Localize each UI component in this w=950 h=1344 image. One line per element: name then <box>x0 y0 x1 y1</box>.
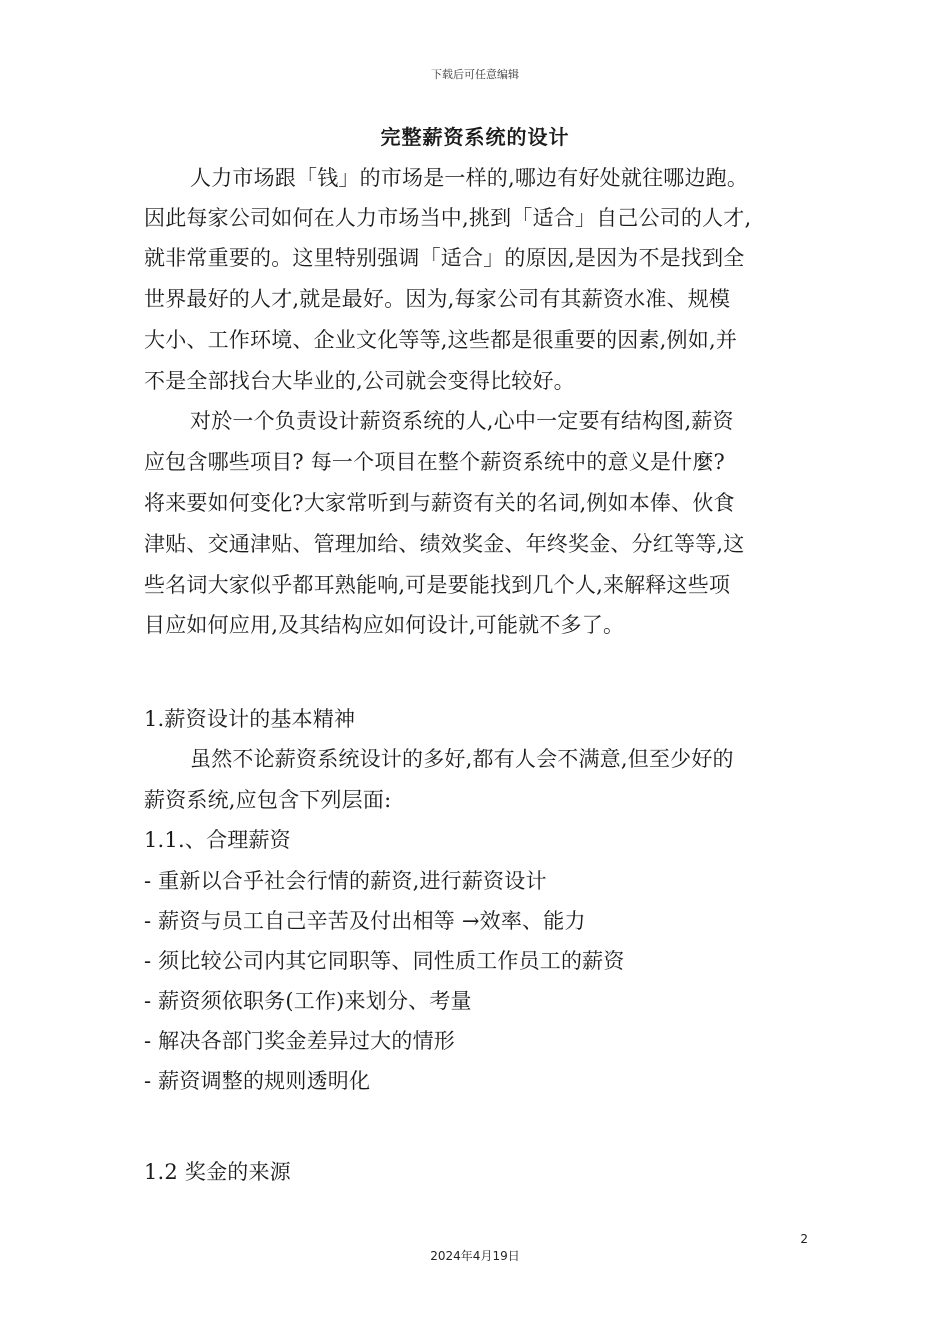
paragraph-line: 因此每家公司如何在人力市场当中,挑到「适合」自己公司的人才, <box>144 206 752 230</box>
section-heading: 1.薪资设计的基本精神 <box>144 707 356 731</box>
list-item: - 解决各部门奖金差异过大的情形 <box>144 1029 455 1053</box>
paragraph-line: 目应如何应用,及其结构应如何设计,可能就不多了。 <box>144 613 625 637</box>
paragraph-line: 些名词大家似乎都耳熟能响,可是要能找到几个人,来解释这些项 <box>144 573 731 597</box>
paragraph-line: 大小、工作环境、企业文化等等,这些都是很重要的因素,例如,并 <box>144 328 738 352</box>
list-item: - 薪资调整的规则透明化 <box>144 1069 371 1093</box>
paragraph-line: 将来要如何变化?大家常听到与薪资有关的名词,例如本俸、伙食 <box>144 491 735 515</box>
list-item: - 重新以合乎社会行情的薪资,进行薪资设计 <box>144 869 547 893</box>
subsection-heading: 1.1.、合理薪资 <box>144 828 291 852</box>
paragraph-line: 不是全部找台大毕业的,公司就会变得比较好。 <box>144 369 575 393</box>
paragraph-line: 津贴、交通津贴、管理加给、绩效奖金、年终奖金、分红等等,这 <box>144 532 745 556</box>
page-number: 2 <box>800 1232 808 1246</box>
header-note: 下载后可任意编辑 <box>431 68 519 81</box>
paragraph-line: 对於一个负责设计薪资系统的人,心中一定要有结构图,薪资 <box>190 409 734 433</box>
document-title: 完整薪资系统的设计 <box>380 125 570 149</box>
list-item: - 薪资与员工自己辛苦及付出相等 →效率、能力 <box>144 909 586 933</box>
paragraph-line: 就非常重要的。这里特别强调「适合」的原因,是因为不是找到全 <box>144 246 745 270</box>
list-item: - 薪资须依职务(工作)来划分、考量 <box>144 989 472 1013</box>
paragraph-line: 人力市场跟「钱」的市场是一样的,哪边有好处就往哪边跑。 <box>190 166 749 190</box>
list-item: - 须比较公司内其它同职等、同性质工作员工的薪资 <box>144 949 625 973</box>
paragraph-line: 应包含哪些项目? 每一个项目在整个薪资系统中的意义是什麼? <box>144 450 725 474</box>
paragraph-line: 虽然不论薪资系统设计的多好,都有人会不满意,但至少好的 <box>190 747 734 771</box>
section-heading: 1.2 奖金的来源 <box>144 1160 291 1184</box>
paragraph-line: 薪资系统,应包含下列层面: <box>144 788 392 812</box>
footer-date: 2024年4月19日 <box>430 1249 520 1263</box>
paragraph-line: 世界最好的人才,就是最好。因为,每家公司有其薪资水准、规模 <box>144 287 731 311</box>
